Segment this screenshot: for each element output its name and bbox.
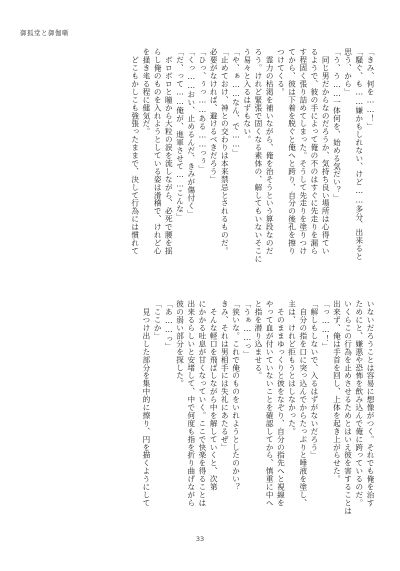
text-line: と指を潜り込ませる。	[253, 300, 263, 380]
text-line: 思う、から」	[343, 48, 353, 96]
text-line: 「きみ、何を……！」	[366, 48, 375, 131]
text-block-lower	[22, 300, 376, 518]
text-line: にかかる吐息が甘くなっていく。ここで快楽を得ることは	[197, 300, 207, 507]
text-line: 「止めておけ、神との交わりは本来禁忌とされるものだ。	[220, 48, 230, 255]
text-line: やって血が付いていないことを確認してから、慎重に中へ	[265, 300, 275, 507]
text-line: 「あ……っ」	[164, 300, 174, 351]
text-line: そんな軽口を飛ばしながら中を解していくと、次第	[209, 300, 219, 491]
text-line: らし俺のものを入れようとしている姿は滑稽で、けれど心	[153, 48, 163, 255]
text-line: を掻き毟る程に健気だ。	[141, 48, 151, 136]
text-line: 「だ、って……俺が、進軍させて……こんな」	[175, 48, 185, 221]
text-line: 出来ず、俺は手首を回し、上体を起き上がらせた。	[332, 300, 342, 483]
text-line: てから、彼は下着を脱ぐと俺へと跨り、自分の後孔を擦り	[287, 48, 297, 255]
text-line: つけてくる。	[276, 48, 286, 96]
text-line: 「っ……！」	[321, 300, 331, 351]
text-line: きみ、それは男相手には失礼にあたるぜ」	[220, 300, 230, 452]
text-line: そのままゆっくりと彼をなぞり、自分の指先へと視線を	[276, 300, 286, 507]
text-line: 「うぁ……っ」	[242, 300, 252, 359]
text-line: う易々と入るはずもない。	[242, 48, 252, 144]
text-line: 「う、う……一体何を、始める気だい？」	[332, 48, 342, 202]
text-line: 「解しもしないで、入るはずがないだろう」	[309, 300, 319, 459]
text-line: ボロボロと瞳から大粒の涙を流しながら、必死で腰を揺	[164, 48, 174, 255]
text-line: 霊力の枯渇を補いながら、俺を治そうという算段なのだ	[265, 48, 275, 255]
text-line: 「ひっ、ぅっ……ある……っぅ」	[197, 48, 207, 173]
running-header: 御狐堂と御伽噺	[20, 29, 69, 37]
text-line: 主は、けれど拒もうとはしなかった。	[287, 300, 297, 436]
text-line: 同じ男だからなのだろうか、気持ち良い場所は心得てい	[321, 48, 331, 255]
text-line: 見つけ出した部分を集中的に擦り、円を描くようにして	[141, 300, 151, 507]
text-line: 「狭いな。これで俺のものをいれようとしたのかい？	[231, 300, 241, 491]
text-line: るようで、彼の手によって俺の不のはすぐに先走りを漏ら	[309, 48, 319, 255]
text-line: 「ここか」	[153, 300, 163, 340]
text-line: 彼の弱い部分を探した。	[175, 300, 185, 388]
text-line: 「騒ぐ、も……嫌かもしれない、けど……多分、出来ると	[354, 48, 364, 261]
text-line: 「や、ぁ……なん、で……」	[231, 48, 241, 157]
text-block-upper	[22, 48, 376, 266]
text-line: ろう。けれど緊張で固くなる素体の、解してもいないそこに	[253, 48, 263, 263]
text-line: どこもかしこも強張ったままで、決して行為には慣れて	[130, 48, 140, 255]
text-line: いくらこの行為を止めさせるためとはいえ彼を害することは	[343, 300, 353, 515]
text-line: ためにと、嫌悪や恐怖を飲み込んで俺に跨っているのだ。	[354, 300, 364, 507]
page-number: 33	[195, 535, 205, 543]
text-line: す程固く張り詰めてしまった。そうして先走りを塗りつけ	[298, 48, 308, 255]
text-line: 自分の指を口に突っ込んでからたっぷりと唾液を塗し、	[298, 300, 308, 507]
text-line: いないだろうことは容易に想像がつく。それでも俺を治す	[366, 300, 375, 507]
text-line: 「くっ……おい、止めるんだ、きみが傷付く」	[186, 48, 196, 218]
text-line: 必要がなければ、避けるべきだろう」	[209, 48, 219, 184]
text-line: 出来るらしいと安堵して、中で何度も指を折り曲げながら	[186, 300, 196, 507]
